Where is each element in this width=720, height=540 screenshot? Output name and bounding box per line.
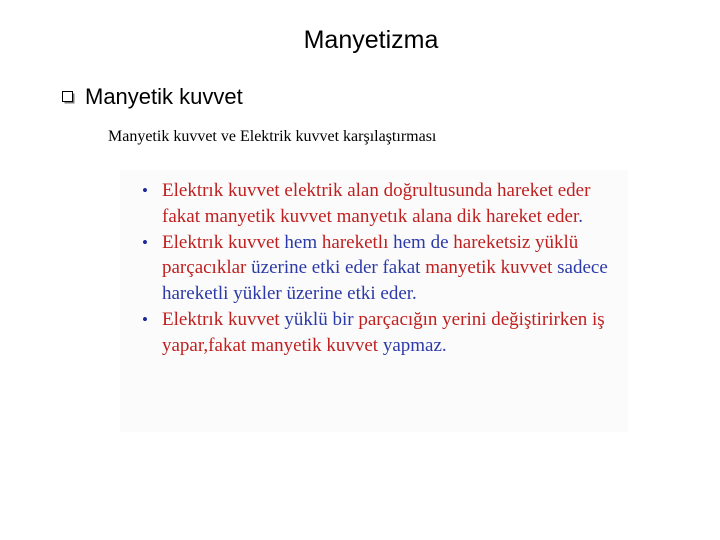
list-item-text	[162, 307, 612, 359]
text-segment: Elektrık kuvvet	[162, 308, 285, 330]
list-item-text	[162, 178, 612, 230]
text-segment: üzerine etki eder fakat	[251, 257, 426, 279]
text-segment: parçacığın yerini değiştirirken iş yapar,fakat manyetik kuvvet	[162, 308, 605, 356]
bullet-dot-icon: •	[142, 181, 148, 200]
text-segment: Elektrık kuvvet	[162, 231, 285, 253]
checkbox-bullet-icon	[62, 91, 75, 104]
comparison-subtitle: Manyetik kuvvet ve Elektrik kuvvet karşılaştırması	[108, 128, 437, 145]
comparison-list	[142, 178, 612, 359]
bullet-dot-icon: •	[142, 309, 148, 329]
text-segment: hem de	[393, 231, 454, 253]
list-item	[142, 230, 612, 307]
bullet-dot-icon: •	[142, 232, 148, 252]
text-segment: hareketsiz yüklü parçacıklar	[162, 231, 579, 279]
text-segment: manyetik kuvvet	[425, 257, 558, 279]
text-segment: hem	[284, 231, 322, 253]
text-segment: .	[578, 205, 584, 227]
list-item-text	[162, 230, 612, 307]
text-segment: yapmaz.	[382, 334, 447, 356]
text-segment: yüklü bir	[284, 308, 359, 330]
text-segment: sadece hareketli yükler üzerine etki eder.	[162, 257, 608, 305]
text-segment: manyetik kuvvet manyetık alana dik hareket eder	[204, 205, 579, 227]
list-item	[142, 307, 612, 359]
slide-title: Manyetizma	[303, 26, 439, 54]
bullet-label: Manyetik kuvvet	[85, 84, 243, 109]
bullet-manyetik-kuvvet	[62, 84, 243, 110]
list-item	[142, 178, 612, 230]
text-segment: hareketlı	[321, 231, 394, 253]
text-segment: Elektrık kuvvet elektrik alan doğrultusunda hareket eder fakat	[162, 180, 591, 227]
